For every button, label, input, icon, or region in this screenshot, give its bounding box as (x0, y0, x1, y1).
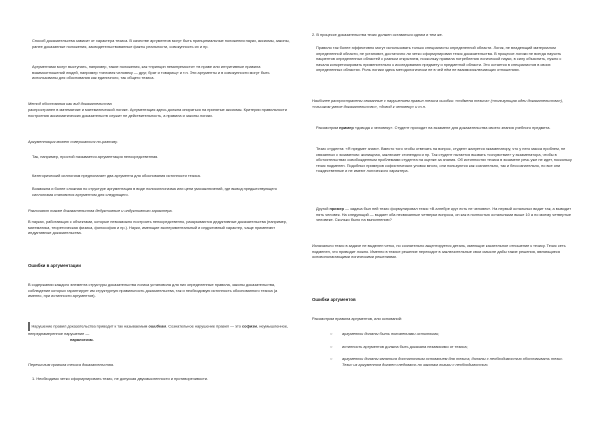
arguments-rules-intro: Рассмотрим правила аргументов, или оснований: (312, 316, 402, 321)
can-be-line: Аргументация может совершаться по-разному. (28, 139, 118, 144)
errors-heading: Ошибки в аргументации (28, 263, 81, 268)
list-item: ○ аргументы должны быть положениями истинными; (330, 331, 440, 336)
possible-paragraph: Возможна и более сложная по структуре аргументация в виде полисиллогизма или цепи умозаключений, где вывод предшествующего силлогизма становится аргументом для следующего. (32, 186, 277, 197)
list-item: ○ аргументы должны являться достаточным основанием для тезиса, должны с необходимостью обосновывать тезис. Тезис из аргументов должен следовать по законам логики с необходимостью. (330, 356, 564, 367)
another-example-paragraph: Другой пример — задача был ней тезис формулировал тезис «В алгебре круг есть не человек». На первый остальных видит так, а выводит пять человек. На следующий — выдает оба несвязанные четверки вопроса, он как в полностью остальными выше 10 а по моему четвертые человеке. Сколько было на выполнению? (316, 206, 572, 223)
intro-paragraph: Способ доказательства зависит от характера тезиса. В качестве аргументов могут быть принципиальные положения науки, аксиомы, законы, ранее доказанные положения, засвидетельствованные факты реальности, совокупность их и пр. (32, 38, 290, 49)
term-paralogism: паралогизм. (70, 336, 94, 342)
errors-intro: В содержании каждого элемента структуры доказательства логика установила для них определенные правила, законы доказательства, соблюдение которых гарантирует им структурную правильность доказательства, так и необходимую истинность обоснованного тезиса (а именно, при истинности аргументов). (28, 282, 278, 299)
example-paragraph: Рассмотрим пример «довода к человеку». Студент проходит на экзамене для доказательства своего знания учебного предмета. (316, 125, 551, 130)
arguments-errors-heading: Ошибки аргументов (312, 297, 356, 302)
errors-known-paragraph: Наиболее распространены связанные с нарушением правил тезиса ошибки: «подмена тезиса» («пользующая идеи доказательства»), «слишком умное доказательство», «довод к человеку» и т.п. (312, 98, 564, 109)
list-item: ○ истинность аргументов должна быть доказана независимо от тезиса; (330, 344, 468, 349)
example-line: Так, например, простой называется аргументация непосредственная. (32, 154, 159, 159)
term-example-2: пример (329, 206, 344, 211)
rule-2-body: Правило так более эффективно могут использовать только специалисты определенной области. Логик, не владеющий материалом определенной области, не установит, достаточно ли четко сформулирован тезис доказательства. В процессе логики не всегда научить пациентов определенных областей с разным открытием, поскольку правила потребления логической науки, в силу объяснить, нужно с начала конкретизировать применительно к исследованию предмету и предметной области. Это остается в специалистов в своих определенных областях. Роль логики здесь методологически не в чей нём не взаимоисключающих отношениях. (316, 45, 562, 73)
term-sophism: софизм (241, 323, 258, 329)
method-title: Метод обоснования как вид доказательства (28, 101, 112, 106)
term-example: пример (339, 125, 354, 130)
quote-bar (28, 322, 30, 331)
violation-paragraph: Нарушение правил доказательства приводит к так называемым ошибкам. Сознательное нарушение правил — это софизм, неумышленное, непреднамеренное нарушение — паралогизм. (28, 323, 289, 342)
categorical-line: Категорический силлогизм предполагает два аргумента для обоснования истинности тезиса. (32, 173, 201, 178)
term-errors: ошибкам (148, 323, 167, 329)
initially-paragraph: Изначально тезис в задаче не выделен четко, но сознательно акцентируется деталь, имеющие касательное отношение к тезису. Тезис сеть подменен, что приводит ложно. Именно в тезисе решение переходит в заключительные свои смысле дабы такие решения, являющиеся основополагающими логическими решениями. (312, 243, 566, 260)
rule-2: 2. В процессе доказательства тезис должен оставаться одним и тем же. (312, 32, 443, 37)
distinguish-body: В науках, работающих с объектами, которые невозможно построить непосредственно, раскрываются дедуктивные доказательства (например, математика, теоретическая физика, философия и пр.). Науки, имеющие экспериментальный и индуктивный характер, чаще применяют индуктивные доказательства. (28, 219, 288, 236)
arguments-paragraph: Аргументами могут выступать, например, такие положения, как «принцип неминуемости» «в праве или интуитивные правила взаимоотношений людей, например «человек человеку — друг, брат и товарищ» и т.п. Эти аргументы и в совокупности могут быть использованы для обоснования как единичного, так общего тезиса. (32, 64, 270, 81)
rules-title: Перечислим правила тезиса доказательства. (28, 362, 114, 367)
student-paragraph: Тезис студента: «Я предмет знаю». Вместо того чтобы отвечать на вопрос, студент жалуется экзаменатору, что у него масса проблем, не связанных с экзаменом: жилищная, заключает стипендия и пр. Так студент пытается вызвать «сочувствие» у экзаменатора, чтобы в обстоятельствах освобожденным проблемами студента на оценке за знания. Об истинностях тезиса в экзамене речь уже не идет, поскольку тезис подменен. Подобных примеров софистических уловок много, они пользуются как сознательно, так и бессознательно, но все они тождественные и не имеют логического характера. (316, 146, 572, 174)
bullet-icon: ○ (330, 356, 333, 361)
bullet-icon: ○ (330, 344, 333, 349)
rule-1: 1. Необходимо четко сформулировать тезис, не допуская двусмысленности и противоречивости. (32, 376, 209, 381)
distinguish-title: Различают также доказательства дедуктивные и индуктивного характера. (28, 208, 173, 213)
bullet-icon: ○ (330, 331, 333, 336)
method-body: распространен в математике и математической логике. Аргументация здесь должна опираться на принятые аксиомы. Критерии правильности построения аксиоматических доказательств служит не действительность, а правила и законы логики. (28, 107, 287, 118)
